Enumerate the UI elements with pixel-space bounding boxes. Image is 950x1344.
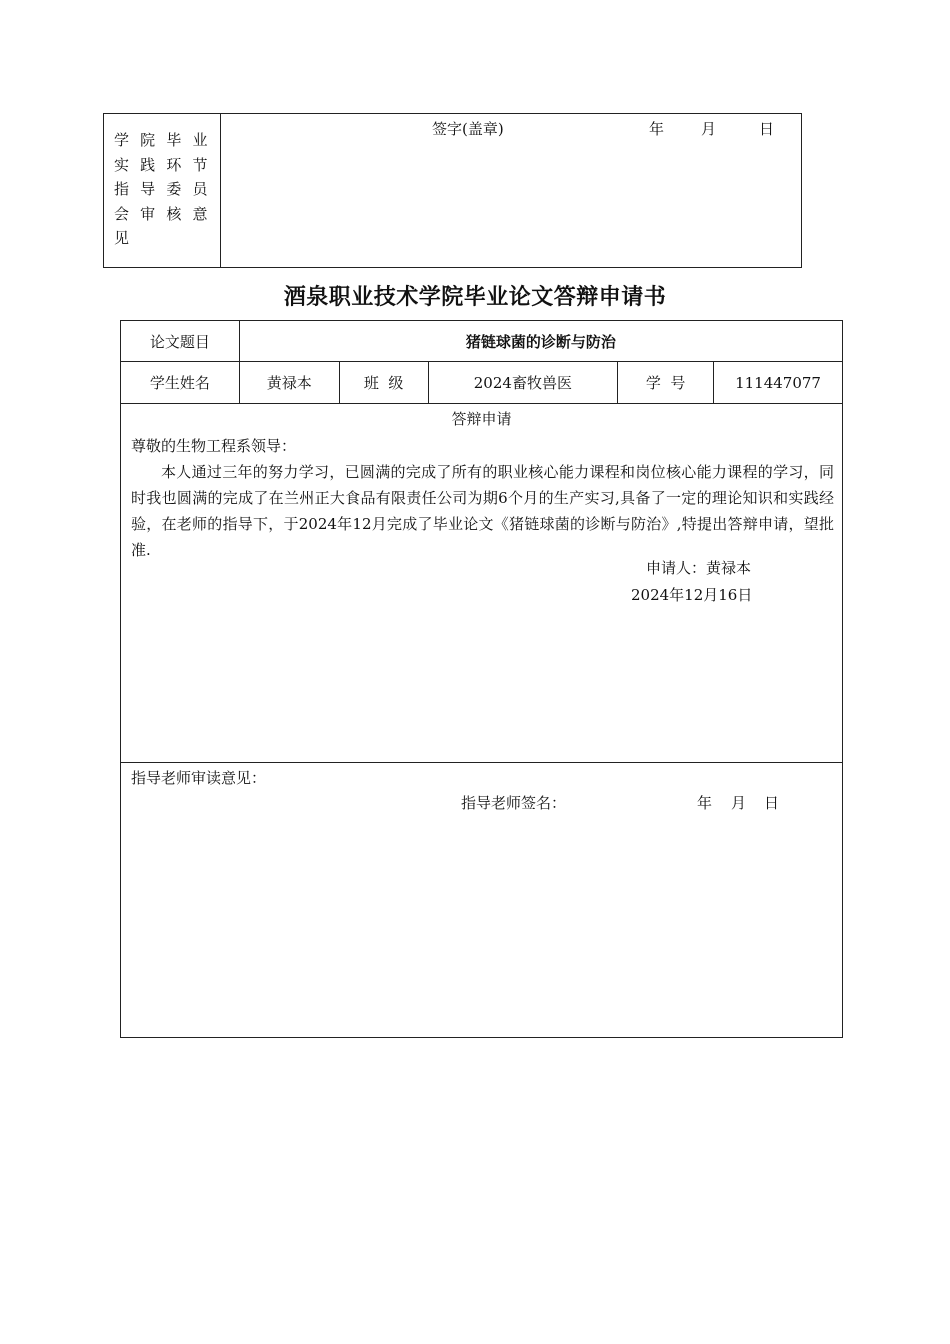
class-label: 班 级 — [339, 362, 428, 404]
committee-year: 年 — [649, 120, 665, 138]
advisor-day: 日 — [764, 794, 780, 812]
committee-review-table — [103, 113, 802, 268]
committee-sign-area — [221, 114, 802, 268]
application-form-table — [120, 320, 843, 1038]
advisor-review-section — [121, 763, 843, 1038]
committee-month: 月 — [701, 120, 717, 138]
class-value: 2024畜牧兽医 — [428, 362, 618, 404]
student-id: 111447077 — [714, 362, 843, 404]
applicant-signature: 申请人：黄禄本 — [646, 559, 752, 577]
student-name-label: 学生姓名 — [121, 362, 240, 404]
student-name: 黄禄本 — [239, 362, 339, 404]
advisor-review-label: 指导老师审读意见： — [131, 769, 267, 787]
committee-day: 日 — [759, 120, 775, 138]
committee-sign-label: 签字(盖章) — [432, 120, 504, 138]
advisor-year: 年 — [697, 794, 713, 812]
topic-label: 论文题目 — [121, 321, 240, 362]
application-body: 本人通过三年的努力学习，已圆满的完成了所有的职业核心能力课程和岗位核心能力课程的学习，同时我也圆满的完成了在兰州正大食品有限责任公司为期6个月的生产实习,具备了一定的理论知识和实践经验，在老师的指导下，于2024年12月完成了毕业论文《猪链球菌的诊断与防治》,特提出答辩申请，望批准. — [131, 463, 834, 559]
document-title: 酒泉职业技术学院毕业论文答辩申请书 — [283, 285, 667, 310]
student-id-label: 学 号 — [618, 362, 714, 404]
thesis-topic: 猪链球菌的诊断与防治 — [239, 321, 842, 362]
application-date: 2024年12月16日 — [631, 586, 753, 604]
advisor-month: 月 — [731, 794, 747, 812]
application-section — [121, 404, 843, 763]
salutation: 尊敬的生物工程系领导： — [131, 437, 297, 455]
committee-label: 学院毕业实践环节指导委员会审核意见 — [104, 114, 221, 268]
advisor-sign-label: 指导老师签名： — [461, 794, 567, 812]
application-heading: 答辩申请 — [451, 410, 512, 428]
